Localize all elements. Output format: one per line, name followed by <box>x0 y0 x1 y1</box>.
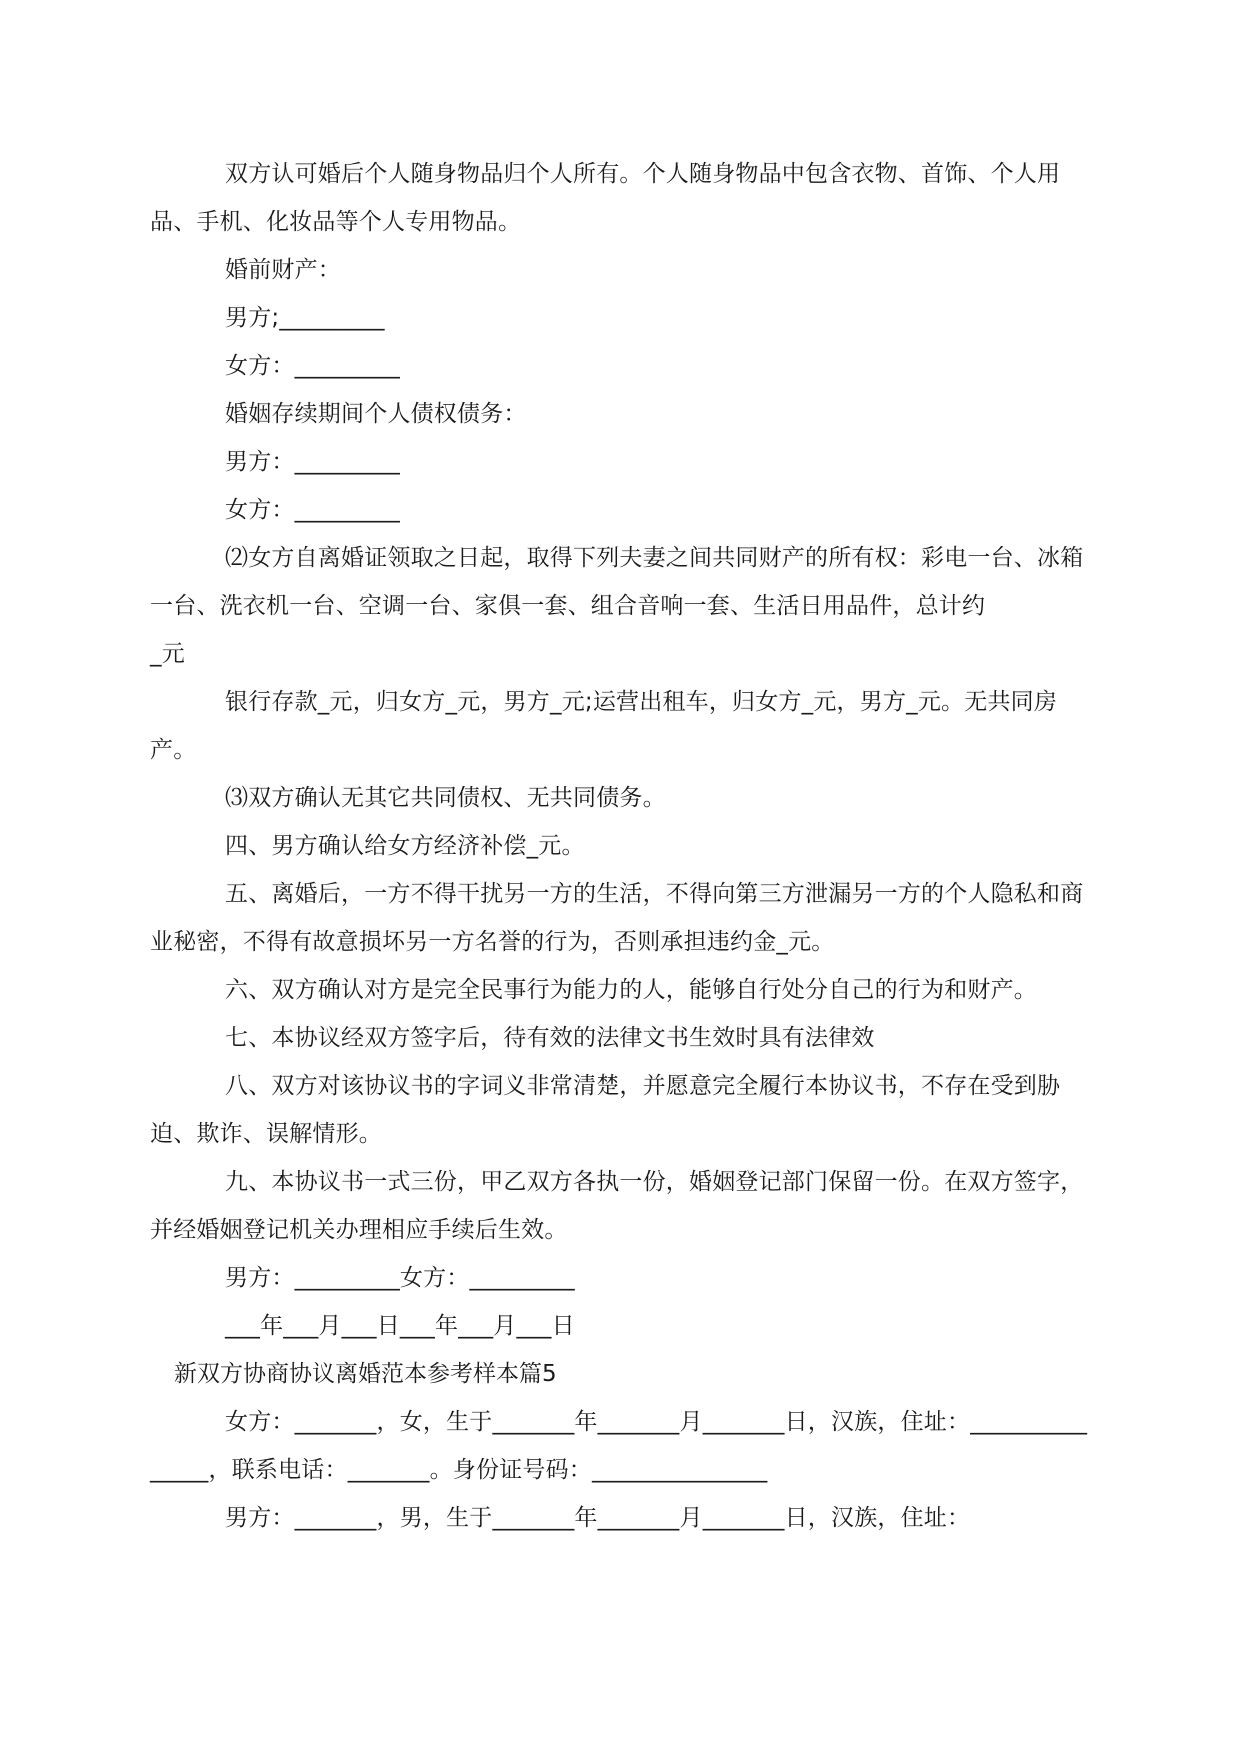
paragraph-clause-six: 六、双方确认对方是完全民事行为能力的人，能够自行处分自己的行为和财产。 <box>225 977 1037 1003</box>
paragraph-female-party: 女方：_______，女，生于_______年_______月_______日，汉族，住址：_______________，联系电话：_______。身份证号码：_______________ <box>150 1409 1088 1483</box>
document-body <box>150 150 1098 1542</box>
paragraph-clause-3: ⑶双方确认无其它共同债权、无共同债务。 <box>225 785 666 811</box>
paragraph-clause-eight: 八、双方对该协议书的字词义非常清楚，并愿意完全履行本协议书，不存在受到胁迫、欺诈、误解情形。 <box>150 1073 1061 1147</box>
paragraph-bank-deposit: 银行存款_元，归女方_元，男方_元;运营出租车，归女方_元，男方_元。无共同房产。 <box>150 689 1058 763</box>
paragraph-premarital-male: 男方;_________ <box>225 305 385 331</box>
paragraph-debts-male: 男方：_________ <box>225 449 400 475</box>
paragraph-personal-items: 双方认可婚后个人随身物品归个人所有。个人随身物品中包含衣物、首饰、个人用品、手机、化妆品等个人专用物品。 <box>150 161 1061 235</box>
paragraph-debts-female: 女方：_________ <box>225 497 400 523</box>
paragraph-debts-title: 婚姻存续期间个人债权债务： <box>225 401 527 427</box>
paragraph-clause-nine: 九、本协议书一式三份，甲乙双方各执一份，婚姻登记部门保留一份。在双方签字，并经婚姻登记机关办理相应手续后生效。 <box>150 1169 1084 1243</box>
paragraph-clause-four: 四、男方确认给女方经济补偿_元。 <box>225 833 585 859</box>
paragraph-premarital-property-title: 婚前财产： <box>225 257 341 283</box>
paragraph-clause-seven: 七、本协议经双方签字后，待有效的法律文书生效时具有法律效 <box>225 1025 875 1051</box>
paragraph-dates: ___年___月___日___年___月___日 <box>225 1313 575 1339</box>
paragraph-male-party: 男方：_______，男，生于_______年_______月_______日，汉族，住址： <box>225 1505 971 1531</box>
paragraph-signatures: 男方：_________女方：_________ <box>225 1265 575 1291</box>
paragraph-clause-2: ⑵女方自离婚证领取之日起，取得下列夫妻之间共同财产的所有权：彩电一台、冰箱一台、洗衣机一台、空调一台、家俱一套、组合音响一套、生活日用品件，总计约 _元 <box>150 545 1084 667</box>
paragraph-clause-five: 五、离婚后，一方不得干扰另一方的生活，不得向第三方泄漏另一方的个人隐私和商业秘密，不得有故意损坏另一方名誉的行为，否则承担违约金_元。 <box>150 881 1084 955</box>
paragraph-premarital-female: 女方：_________ <box>225 353 400 379</box>
section-heading: 新双方协商协议离婚范本参考样本篇5 <box>174 1361 557 1387</box>
